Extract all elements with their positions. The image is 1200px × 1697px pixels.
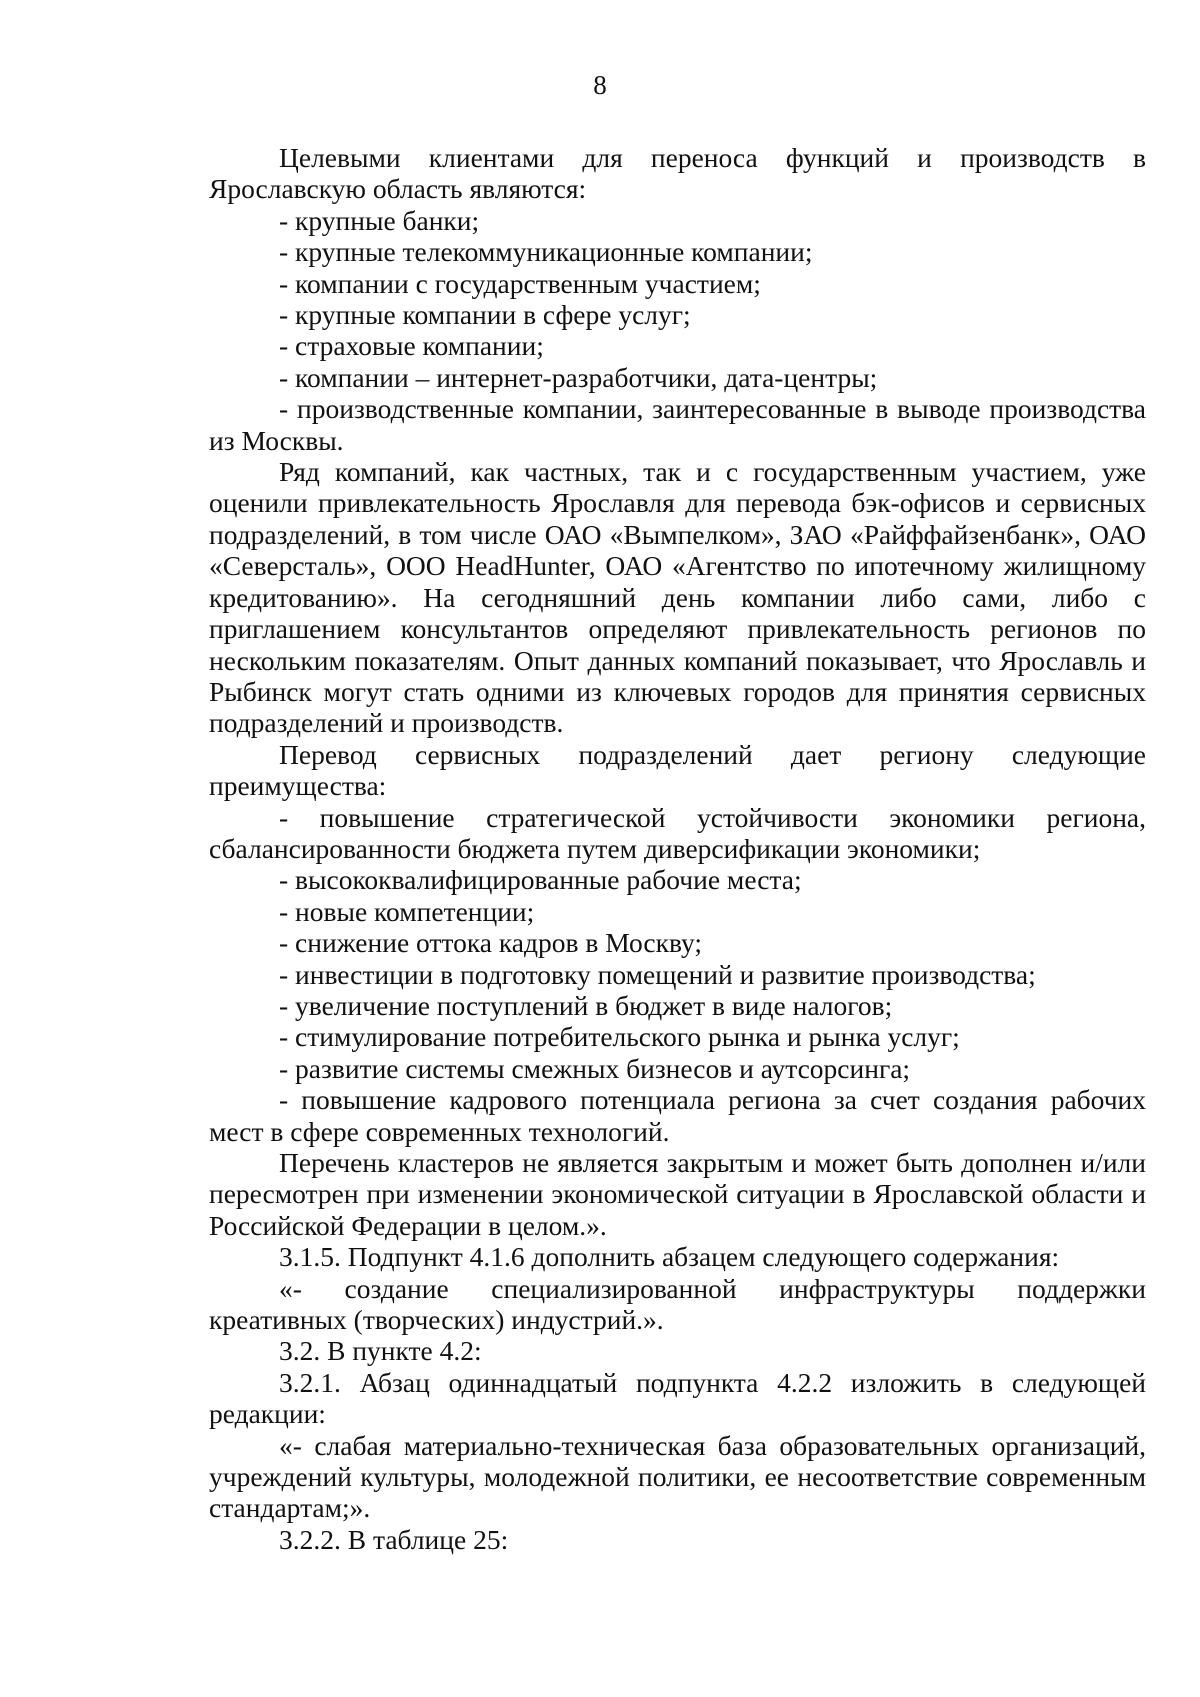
list-item: - стимулирование потребительского рынка и рынка услуг; <box>279 1021 960 1053</box>
clause-3-2: 3.2. В пункте 4.2: <box>279 1335 482 1367</box>
list-item: - компании – интернет-разработчики, дата-центры; <box>279 361 878 393</box>
list-item: - крупные банки; <box>279 204 480 236</box>
list-item: - высококвалифицированные рабочие места; <box>279 864 802 896</box>
list-item: - крупные телекоммуникационные компании; <box>279 236 813 268</box>
list-item: - новые компетенции; <box>279 895 535 927</box>
paragraph-advantages-intro: Перевод сервисных подразделений дает региону следующие преимущества: <box>209 738 1146 802</box>
clause-3-2-1-text: «- слабая материально-техническая база образовательных организаций, учреждений культуры, молодежной политики, ее несоответствие современным стандартам;». <box>209 1429 1146 1524</box>
list-item: - развитие системы смежных бизнесов и аутсорсинга; <box>279 1052 911 1084</box>
clause-3-2-2: 3.2.2. В таблице 25: <box>279 1523 509 1555</box>
page-number: 8 <box>593 70 607 100</box>
list-item: - компании с государственным участием; <box>279 267 761 299</box>
paragraph-clusters: Перечень кластеров не является закрытым и может быть дополнен и/или пересмотрен при изменении экономической ситуации в Ярославской области и Российской Федерации в целом.». <box>209 1147 1146 1241</box>
clause-3-1-5: 3.1.5. Подпункт 4.1.6 дополнить абзацем следующего содержания: <box>279 1241 1060 1273</box>
list-item: - производственные компании, заинтересованные в выводе производства из Москвы. <box>209 393 1146 456</box>
clause-3-2-1: 3.2.1. Абзац одиннадцатый подпункта 4.2.2 изложить в следующей редакции: <box>209 1366 1146 1430</box>
list-item: - снижение оттока кадров в Москву; <box>279 927 703 959</box>
clause-3-1-5-text: «- создание специализированной инфраструктуры поддержки креативных (творческих) индустрий.». <box>209 1272 1146 1336</box>
paragraph-target-clients: Целевыми клиентами для переноса функций и производств в Ярославскую область являются: <box>209 142 1146 205</box>
list-item: - инвестиции в подготовку помещений и развитие производства; <box>279 958 1036 990</box>
list-item: - страховые компании; <box>279 330 544 362</box>
list-item: - повышение стратегической устойчивости экономики региона, сбалансированности бюджета путем диверсификации экономики; <box>209 801 1146 864</box>
list-item: - крупные компании в сфере услуг; <box>279 299 691 331</box>
document-body <box>209 142 1146 1555</box>
list-item: - повышение кадрового потенциала региона за счет создания рабочих мест в сфере современных технологий. <box>209 1084 1146 1147</box>
paragraph-companies: Ряд компаний, как частных, так и с государственным участием, уже оценили привлекательность Ярославля для перевода бэк-офисов и сервисных подразделений, в том числе ОАО «Вымпелком», ЗАО «Райффайзенбанк», ОАО «Северсталь», ООО HeadHunter, ОАО «Агентство по ипотечному жилищному кредитованию». На сегодняшний день компании либо сами, либо с приглашением консультантов определяют привлекательность регионов по нескольким показателям. Опыт данных компаний показывает, что Ярославль и Рыбинск могут стать одними из ключевых городов для принятия сервисных подразделений и производств. <box>209 456 1146 739</box>
list-item: - увеличение поступлений в бюджет в виде налогов; <box>279 989 893 1021</box>
